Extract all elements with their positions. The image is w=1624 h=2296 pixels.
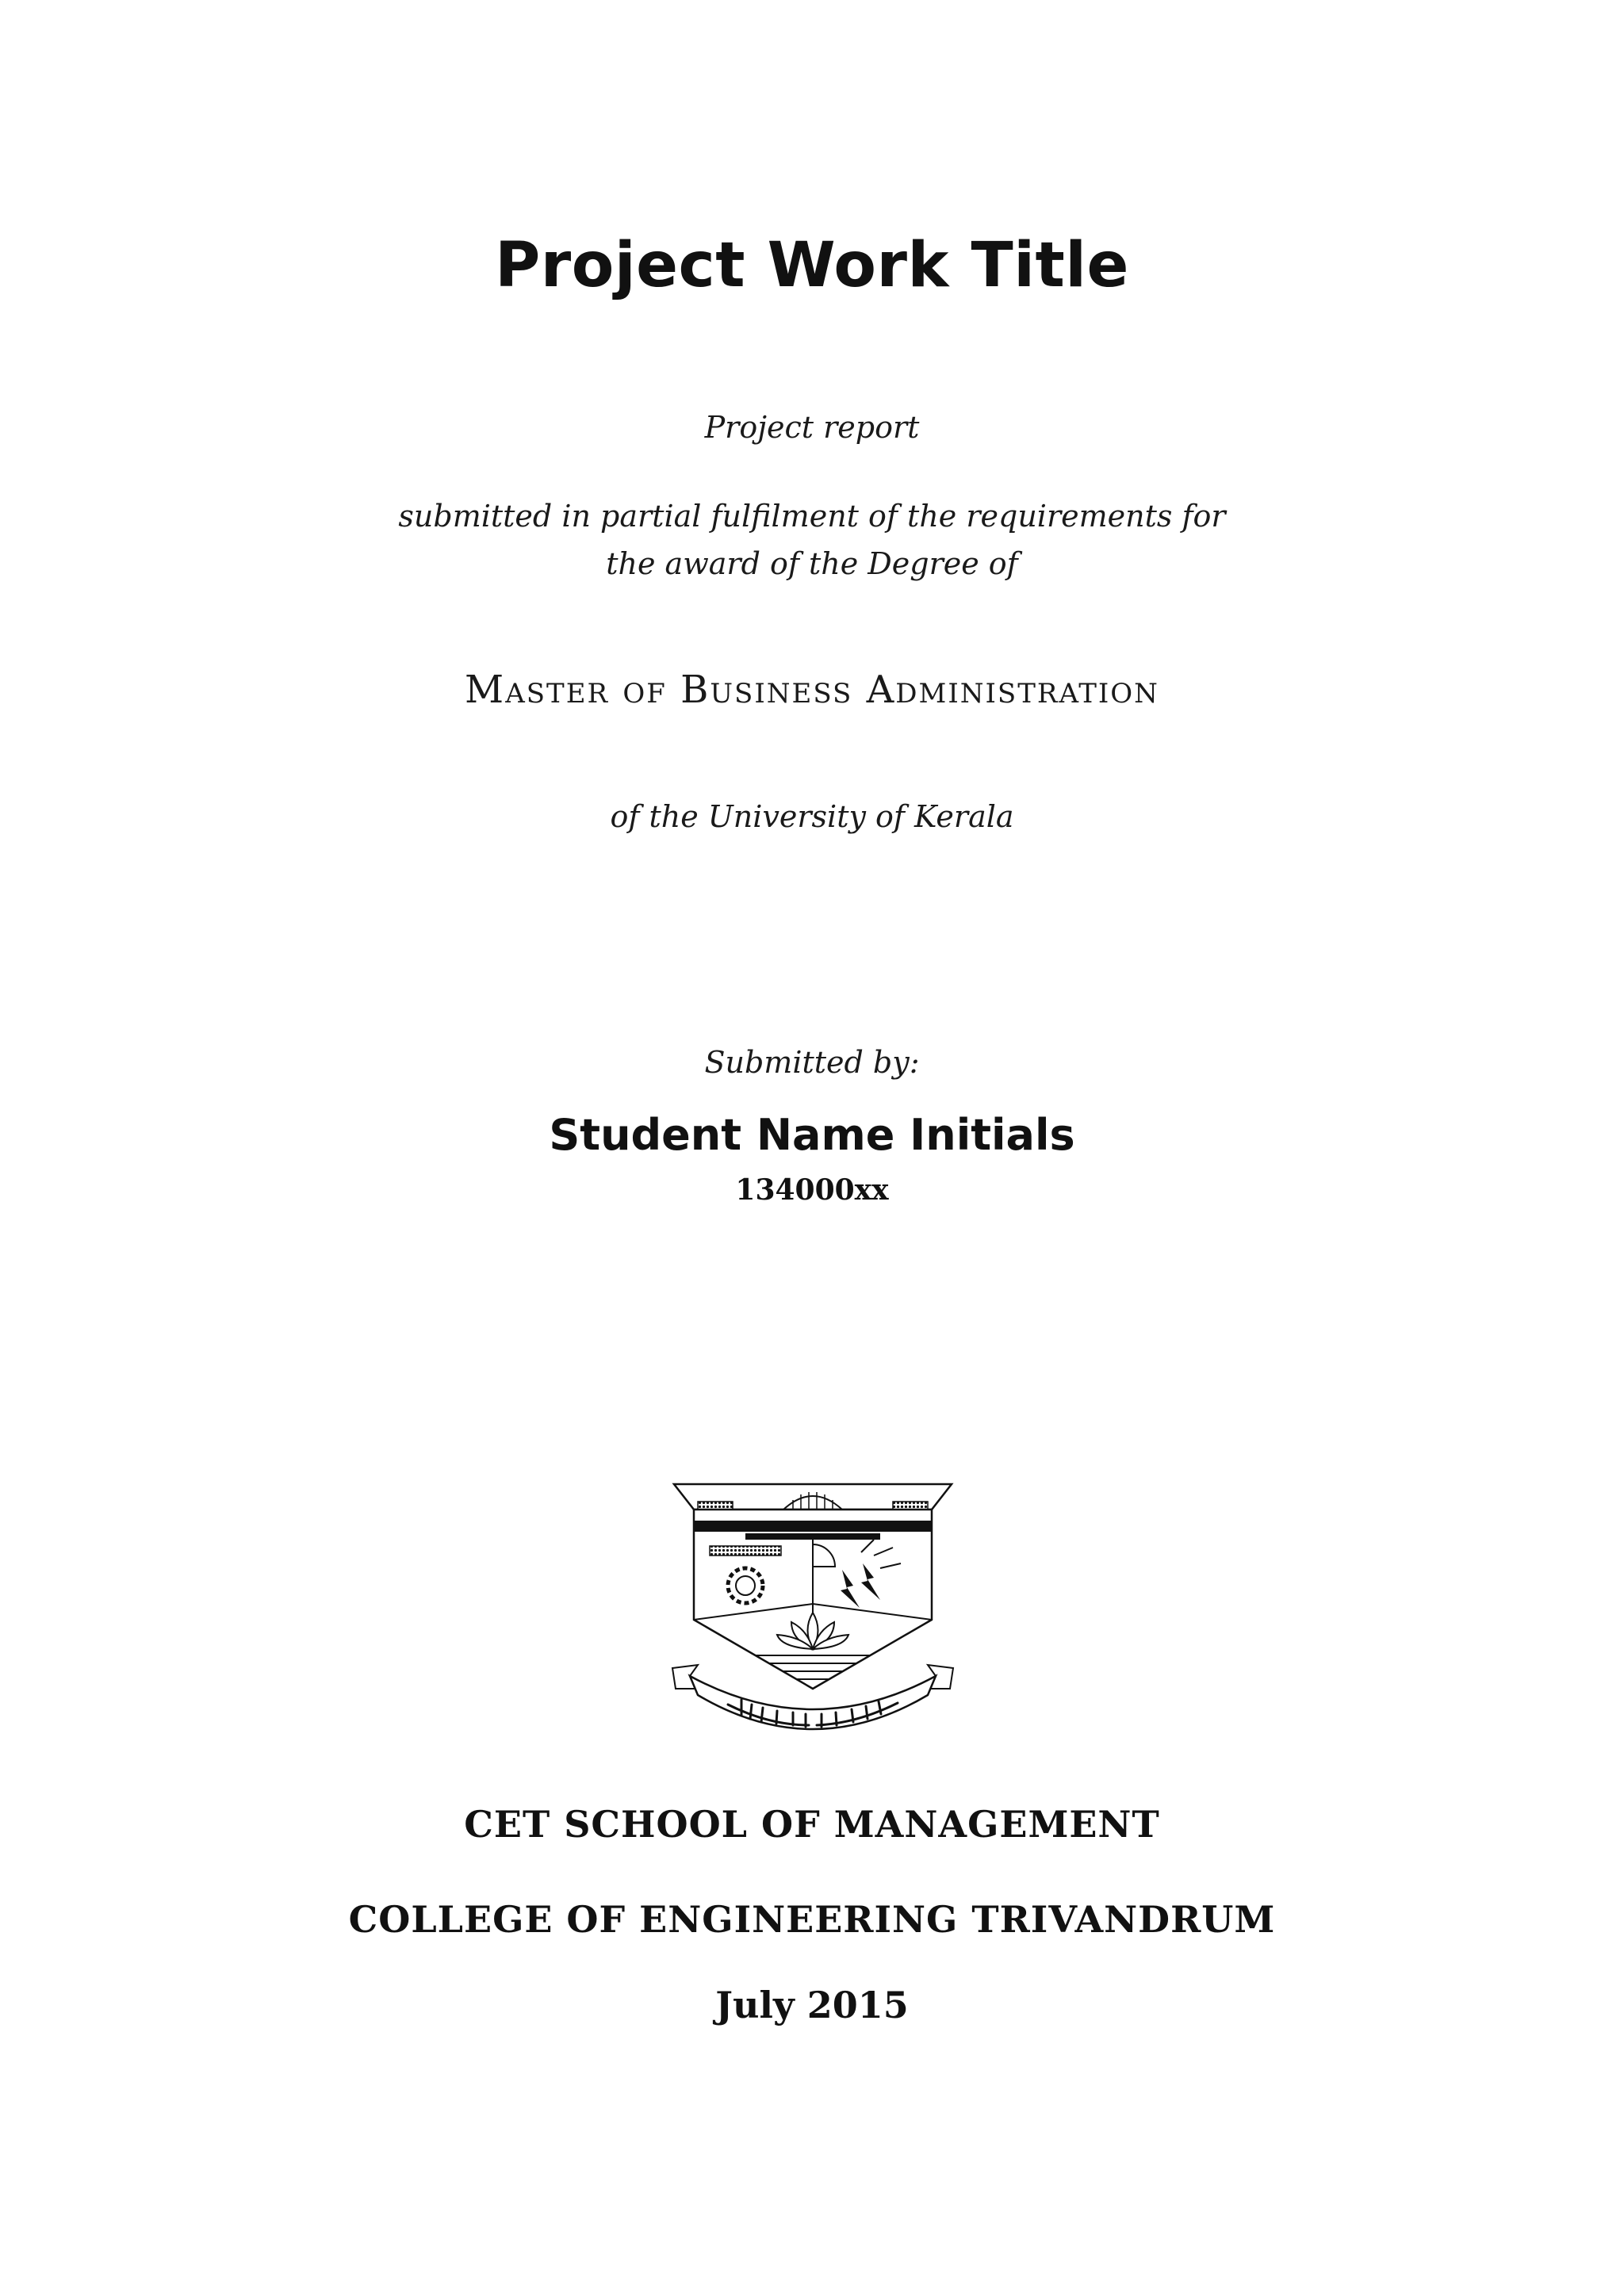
school-name: CET SCHOOL OF MANAGEMENT (464, 1803, 1160, 1846)
project-title: Project Work Title (495, 230, 1129, 301)
fulfilment-line-2: the award of the Degree of (606, 546, 1018, 581)
fulfilment-line-1: submitted in partial fulfilment of the requirements for (398, 499, 1226, 534)
submission-date: July 2015 (715, 1984, 909, 2026)
register-number: 134000xx (735, 1173, 889, 1207)
submitted-by-label: Submitted by: (704, 1045, 920, 1080)
report-label: Project report (704, 410, 920, 445)
degree-name: Master of Business Administration (465, 668, 1159, 712)
student-name: Student Name Initials (549, 1110, 1075, 1160)
college-emblem-icon (666, 1481, 959, 1733)
college-name: COLLEGE OF ENGINEERING TRIVANDRUM (348, 1898, 1276, 1941)
university-name: of the University of Kerala (610, 799, 1014, 834)
